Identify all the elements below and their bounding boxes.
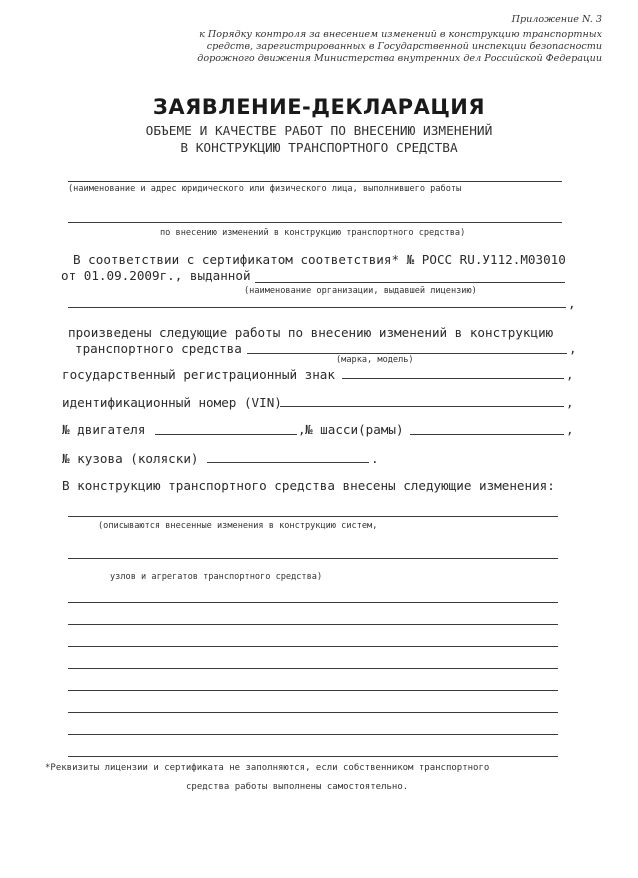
changes-field-line[interactable] bbox=[68, 712, 558, 713]
comma: , bbox=[566, 367, 574, 382]
changes-field-line[interactable] bbox=[68, 558, 558, 559]
appendix-reference-line: к Порядку контроля за внесением изменений в конструкцию транспортных bbox=[199, 29, 602, 40]
reg-sign-label: государственный регистрационный знак bbox=[62, 367, 335, 382]
document-title: ЗАЯВЛЕНИЕ-ДЕКЛАРАЦИЯ bbox=[152, 95, 486, 119]
performer-address-field[interactable] bbox=[68, 222, 562, 223]
issuer-hint: (наименование организации, выдавшей лицензию) bbox=[244, 286, 477, 296]
vin-field[interactable] bbox=[280, 406, 564, 407]
footnote: средства работы выполнены самостоятельно. bbox=[186, 782, 409, 792]
make-model-field[interactable] bbox=[247, 353, 567, 354]
changes-field-line[interactable] bbox=[68, 516, 558, 517]
changes-field-line[interactable] bbox=[68, 602, 558, 603]
engine-label: № двигателя bbox=[62, 422, 146, 437]
changes-field-line[interactable] bbox=[68, 624, 558, 625]
document-subtitle: В КОНСТРУКЦИЮ ТРАНСПОРТНОГО СРЕДСТВА bbox=[180, 141, 458, 156]
vin-label: идентификационный номер (VIN) bbox=[62, 395, 282, 410]
issuer-field-continued[interactable] bbox=[68, 307, 566, 308]
reg-sign-field[interactable] bbox=[342, 378, 564, 379]
issuer-field[interactable] bbox=[255, 282, 565, 283]
changes-hint: узлов и агрегатов транспортного средства) bbox=[110, 572, 323, 582]
appendix-number: Приложение N. 3 bbox=[511, 14, 602, 25]
comma: , bbox=[569, 341, 577, 356]
comma: , bbox=[298, 422, 306, 437]
chassis-field[interactable] bbox=[410, 434, 564, 435]
engine-field[interactable] bbox=[155, 434, 297, 435]
period: . bbox=[371, 451, 379, 466]
appendix-reference-line: дорожного движения Министерства внутренних дел Российской Федерации bbox=[197, 53, 602, 64]
comma: , bbox=[568, 296, 576, 311]
changes-field-line[interactable] bbox=[68, 668, 558, 669]
comma: , bbox=[566, 395, 574, 410]
changes-field-line[interactable] bbox=[68, 646, 558, 647]
performer-hint: по внесению изменений в конструкцию транспортного средства) bbox=[160, 228, 466, 238]
changes-field-line[interactable] bbox=[68, 734, 558, 735]
make-model-hint: (марка, модель) bbox=[336, 355, 414, 365]
footnote: *Реквизиты лицензии и сертификата не заполняются, если собственником транспортного bbox=[45, 763, 490, 773]
changes-intro: В конструкцию транспортного средства внесены следующие изменения: bbox=[62, 478, 555, 493]
performer-hint: (наименование и адрес юридического или физического лица, выполнившего работы bbox=[68, 184, 462, 194]
works-text: произведены следующие работы по внесению изменений в конструкцию bbox=[68, 325, 554, 340]
certificate-date-text: от 01.09.2009г., выданной bbox=[61, 268, 251, 283]
appendix-reference-line: средств, зарегистрированных в Государственной инспекции безопасности bbox=[206, 41, 602, 52]
document-subtitle: ОБЪЕМЕ И КАЧЕСТВЕ РАБОТ ПО ВНЕСЕНИЮ ИЗМЕНЕНИЙ bbox=[145, 124, 493, 139]
comma: , bbox=[566, 422, 574, 437]
performer-name-field[interactable] bbox=[68, 181, 562, 182]
changes-field-line[interactable] bbox=[68, 690, 558, 691]
body-field[interactable] bbox=[207, 462, 369, 463]
changes-field-line[interactable] bbox=[68, 756, 558, 757]
body-label: № кузова (коляски) bbox=[62, 451, 199, 466]
chassis-label: № шасси(рамы) bbox=[305, 422, 404, 437]
changes-hint: (описываются внесенные изменения в конструкцию систем, bbox=[98, 521, 378, 531]
certificate-text: В соответствии с сертификатом соответствия* № РОСС RU.У112.М03010 bbox=[73, 252, 566, 267]
vehicle-label: транспортного средства bbox=[75, 341, 242, 356]
